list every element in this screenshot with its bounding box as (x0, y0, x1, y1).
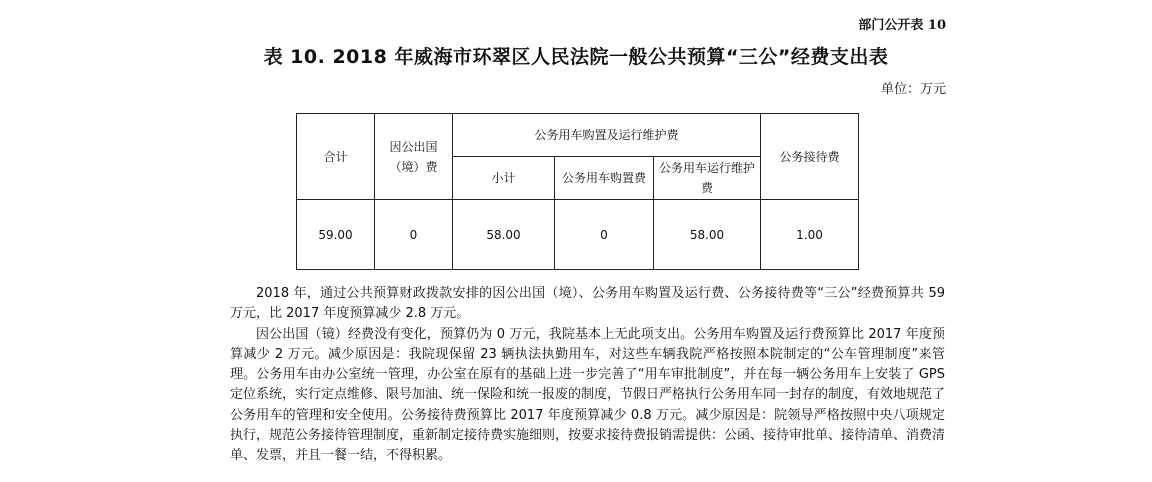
explanation-text (230, 284, 945, 467)
page-title: 表 10. 2018 年威海市环翠区人民法院一般公共预算“三公”经费支出表 (263, 46, 889, 68)
paragraph-summary: 2018 年，通过公共预算财政拨款安排的因公出国（境）、公务用车购置及运行费、公务接待费等“三公”经费预算共 59 万元，比 2017 年度预算减少 2.8 万元。 (230, 286, 945, 322)
unit-label: 单位：万元 (880, 82, 946, 97)
header-purchase: 公务用车购置费 (555, 157, 654, 200)
header-reception: 公务接待费 (761, 114, 859, 200)
cell-operation: 58.00 (654, 200, 761, 270)
cell-purchase: 0 (555, 200, 654, 270)
budget-table (296, 113, 859, 270)
header-vehicle-group: 公务用车购置及运行维护费 (453, 114, 761, 157)
department-table-tag: 部门公开表 10 (858, 18, 946, 33)
cell-subtotal: 58.00 (453, 200, 555, 270)
cell-reception: 1.00 (761, 200, 859, 270)
cell-abroad: 0 (375, 200, 453, 270)
header-total: 合计 (297, 114, 375, 200)
table-row (297, 200, 859, 270)
header-abroad: 因公出国（境）费 (375, 114, 453, 200)
header-operation: 公务用车运行维护费 (654, 157, 761, 200)
cell-total: 59.00 (297, 200, 375, 270)
paragraph-details: 因公出国（镜）经费没有变化，预算仍为 0 万元，我院基本上无此项支出。公务用车购置及运行费预算比 2017 年度预算减少 2 万元。减少原因是：我院现保留 23 辆执法执勤用车，对这些车辆我院严格按照本院制定的“公车管理制度”来管理。公务用车由办公室统一管理，办公室在原有的基础上进一步完善了“用车审批制度”，并在每一辆公务用车上安装了 GPS 定位系统，实行定点维修、限号加油、统一保险和统一报废的制度，节假日严格执行公务用车同一封存的制度，有效地规范了公务用车的管理和安全使用。公务接待费预算比 2017 年度预算减少 0.8 万元。减少原因是：院领导严格按照中央八项规定执行，规范公务接待管理制度，重新制定接待费实施细则，按要求接待费报销需提供：公函、接待审批单、接待清单、消费清单、发票，并且一餐一结，不得积累。 (230, 326, 946, 464)
header-subtotal: 小计 (453, 157, 555, 200)
